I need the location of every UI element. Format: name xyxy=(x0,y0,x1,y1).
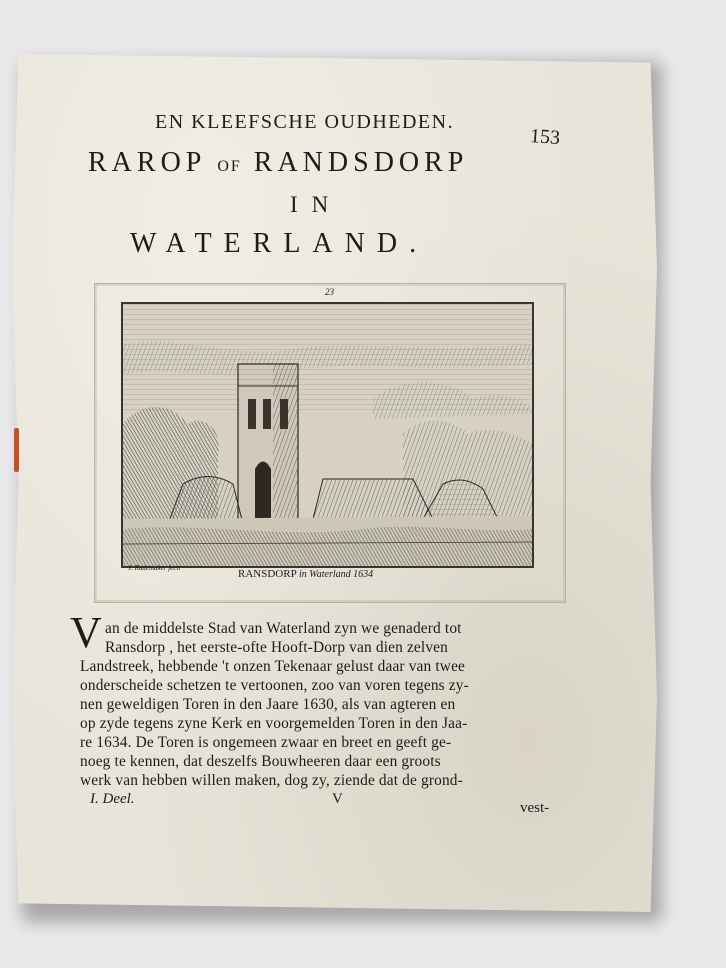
engraver-signature: J. Rademaker fecit xyxy=(128,564,181,572)
running-head: EN KLEEFSCHE OUDHEDEN. xyxy=(155,111,455,133)
catchword: vest- xyxy=(520,800,550,816)
title-of: OF xyxy=(217,158,242,175)
body-line: Landstreek, hebbende 't onzen Tekenaar gelust daar van twee xyxy=(80,658,466,675)
title-rarop: RAROP xyxy=(88,147,206,178)
body-line: nen geweldigen Toren in den Jaare 1630, als van agteren en xyxy=(80,696,456,713)
caption-main: RANSDORP xyxy=(238,568,297,580)
engraving-ransdorp xyxy=(121,302,534,568)
engraving-illustration xyxy=(123,304,532,566)
drop-cap: V xyxy=(70,608,102,657)
title-line-2: IN xyxy=(290,192,343,217)
body-line: an de middelste Stad van Waterland zyn we genaderd tot xyxy=(105,620,462,637)
plate-caption xyxy=(238,568,373,580)
title-line-3: WATERLAND. xyxy=(130,228,429,259)
plate-number: 23 xyxy=(325,287,334,297)
body-line: re 1634. De Toren is ongemeen zwaar en breet en geeft ge- xyxy=(80,734,452,751)
body-line: onderscheide schetzen te vertoonen, zoo van voren tegens zy- xyxy=(80,677,469,694)
body-line: op zyde tegens zyne Kerk en voorgemelden Toren in den Jaa- xyxy=(80,715,468,732)
signature-mark: V xyxy=(332,791,343,807)
body-line: noeg te kennen, dat deszelfs Bouwheeren daar een groots xyxy=(80,753,441,770)
page-number: 153 xyxy=(529,124,561,150)
volume-mark: I. Deel. xyxy=(90,791,135,807)
caption-rest: in Waterland 1634 xyxy=(299,569,374,580)
body-line: werk van hebben willen maken, dog zy, ziende dat de grond- xyxy=(80,772,463,789)
body-line: Ransdorp , het eerste-ofte Hooft-Dorp van dien zelven xyxy=(105,639,449,656)
title-randsdorp: RANDSDORP xyxy=(253,147,469,178)
title-line-1 xyxy=(88,147,468,179)
binding-thread xyxy=(14,428,19,472)
